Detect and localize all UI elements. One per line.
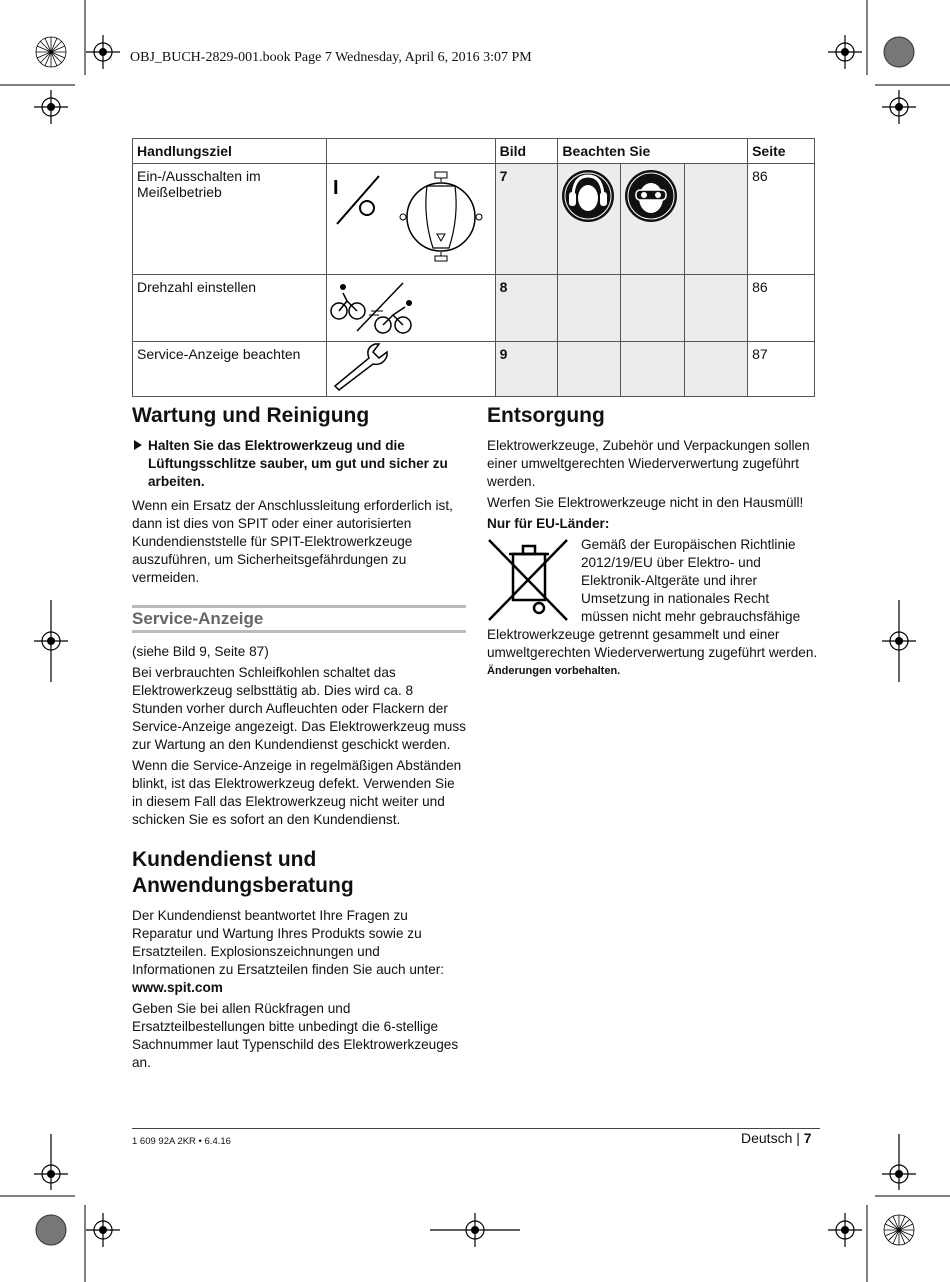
eye-protection-cell [621, 164, 685, 275]
row-seite: 86 [748, 275, 815, 342]
bullet-triangle-icon [134, 440, 142, 450]
row-seite: 87 [748, 342, 815, 397]
header-bild: Bild [495, 139, 558, 164]
eye-protection-icon [623, 168, 679, 224]
table-header-row [133, 139, 815, 164]
footer-divider [132, 1128, 820, 1129]
entsorgung-paragraph-1: Elektrowerkzeuge, Zubehör und Verpackungen sollen einer umweltgerechten Wiederverwertung zugeführt werden. [487, 438, 810, 489]
empty-cell [685, 342, 748, 397]
speed-diagram [326, 275, 495, 342]
kundendienst-paragraph-1: Der Kundendienst beantwortet Ihre Fragen zu Reparatur und Wartung Ihres Produkts sowie zu Ersatzteilen. Explosionszeichnungen und Informationen zu Ersatzteilen finden Sie auch unter: [132, 908, 445, 977]
row-bild: 8 [495, 275, 558, 342]
footer-code: 1 609 92A 2KR • 6.4.16 [132, 1136, 231, 1147]
header-seite: Seite [748, 139, 815, 164]
service-paragraph-2: Wenn die Service-Anzeige in regelmäßigen Abständen blinkt, ist das Elektrowerkzeug defekt. Verwenden Sie in diesem Fall das Elektrowerkzeug nicht weiter und schicken Sie es sofort an den Kundendienst. [132, 758, 462, 827]
bicycle-speed-icon [327, 275, 495, 338]
table-row [133, 275, 815, 342]
entsorgung-heading: Entsorgung [487, 404, 605, 427]
wrench-icon [327, 342, 495, 393]
left-column [132, 403, 466, 1075]
service-paragraph-1: Bei verbrauchten Schleifkohlen schaltet das Elektrowerkzeug selbsttätig ab. Dies wird ca. 8 Stunden vorher durch Aufleuchten oder Flackern der Service-Anzeige angezeigt. Das Elektrowerkzeug muss zur Wartung an den Kundendienst geschickt werden. [132, 665, 466, 752]
row-ziel: Drehzahl einstellen [133, 275, 327, 342]
eu-block [487, 536, 820, 662]
empty-cell [558, 275, 621, 342]
wartung-bullet [132, 437, 466, 491]
service-heading: Service-Anzeige [132, 605, 466, 633]
changes-note: Änderungen vorbehalten. [487, 665, 621, 677]
wartung-heading: Wartung und Reinigung [132, 404, 370, 427]
kundendienst-heading: Kundendienst und Anwendungsberatung [132, 848, 354, 897]
service-reference: (siehe Bild 9, Seite 87) [132, 644, 269, 659]
footer-page-number: 7 [803, 1130, 812, 1146]
header-icon [326, 139, 495, 164]
ear-protection-cell [558, 164, 621, 275]
eu-directive-text: Gemäß der Europäischen Richtlinie 2012/19/EU über Elektro- und Elektronik-Altgeräte und ihrer Umsetzung in nationales Recht müssen nicht mehr gebrauchsfähige Elektrowerkzeuge getrennt gesammelt und einer umweltgerechten Wiederverwertung zugeführt werden. [487, 537, 818, 660]
ear-protection-icon [560, 168, 616, 224]
empty-cell [558, 342, 621, 397]
kundendienst-paragraph-2: Geben Sie bei allen Rückfragen und Ersatzteilbestellungen bitte unbedingt die 6-stellige Sachnummer laut Typenschild des Elektrowerkzeuges an. [132, 1001, 459, 1070]
empty-cell [621, 275, 685, 342]
wrench-diagram [326, 342, 495, 397]
kundendienst-url: www.spit.com [132, 980, 223, 995]
row-ziel: Ein-/Ausschalten im Meißelbetrieb [133, 164, 327, 275]
row-bild: 9 [495, 342, 558, 397]
row-ziel: Service-Anzeige beachten [133, 342, 327, 397]
footer-language: Deutsch [741, 1130, 793, 1146]
switch-diagram [326, 164, 495, 275]
footer-page [741, 1130, 812, 1146]
empty-cell [621, 342, 685, 397]
crossed-bin-icon [487, 536, 571, 626]
print-slug: OBJ_BUCH-2829-001.book Page 7 Wednesday, April 6, 2016 3:07 PM [130, 50, 532, 65]
right-column [487, 403, 820, 683]
entsorgung-paragraph-2: Werfen Sie Elektrowerkzeuge nicht in den Hausmüll! [487, 495, 804, 510]
row-bild: 7 [495, 164, 558, 275]
header-beachten: Beachten Sie [558, 139, 748, 164]
on-off-mode-icon [327, 164, 495, 271]
empty-cell [685, 164, 748, 275]
table-row [133, 164, 815, 275]
empty-cell [685, 275, 748, 342]
footer-separator: | [796, 1130, 804, 1146]
row-seite: 86 [748, 164, 815, 275]
overview-table [132, 138, 815, 397]
wartung-bullet-text: Halten Sie das Elektrowerkzeug und die Lüftungsschlitze sauber, um gut und sicher zu arbeiten. [148, 438, 448, 489]
table-row [133, 342, 815, 397]
eu-label: Nur für EU-Länder: [487, 516, 610, 531]
wartung-paragraph: Wenn ein Ersatz der Anschlussleitung erforderlich ist, dann ist dies von SPIT oder einer autorisierten Kundendienststelle für SPIT-Elektrowerkzeuge auszuführen, um Sicherheitsgefährdungen zu vermeiden. [132, 498, 453, 585]
header-handlungsziel: Handlungsziel [133, 139, 327, 164]
svg-text:I: I [332, 177, 339, 199]
